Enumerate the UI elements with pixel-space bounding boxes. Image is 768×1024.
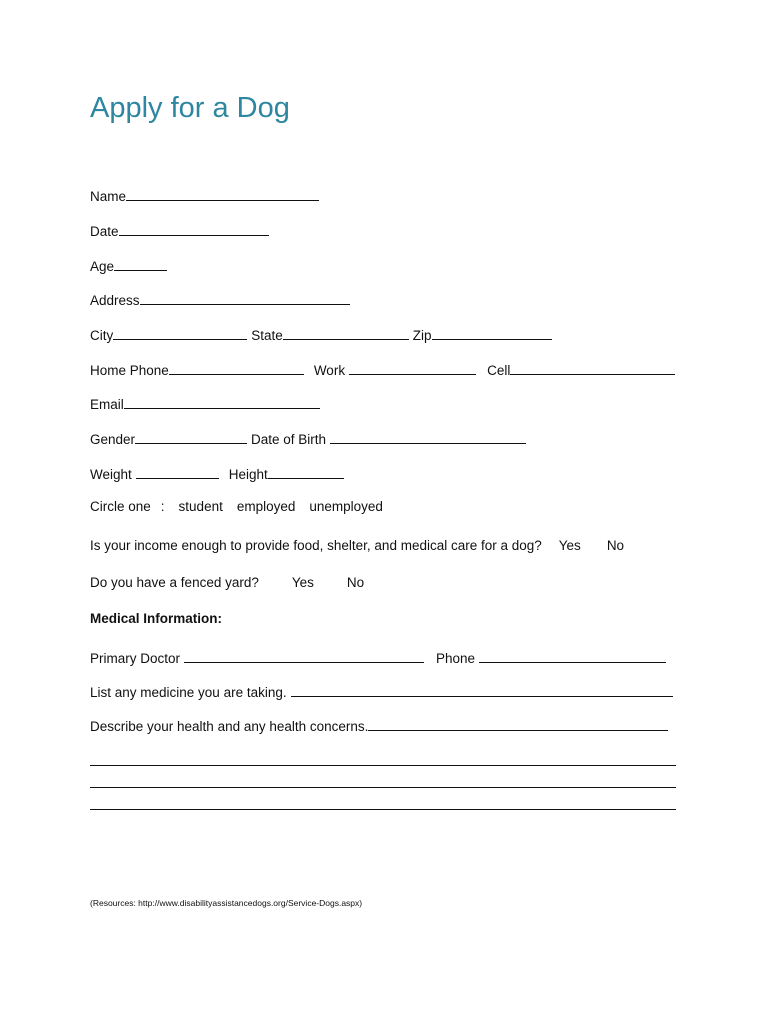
cell-label: Cell	[487, 363, 511, 378]
work-label: Work	[313, 363, 346, 378]
date-field[interactable]	[119, 221, 269, 236]
option-student[interactable]: student	[178, 499, 223, 514]
doctor-row	[90, 648, 666, 668]
medicine-row	[90, 682, 673, 702]
gender-dob-row	[90, 429, 526, 449]
fence-yes-option[interactable]: Yes	[291, 575, 314, 590]
option-employed[interactable]: employed	[236, 499, 296, 514]
name-field[interactable]	[126, 186, 319, 201]
income-no-option[interactable]: No	[606, 538, 625, 553]
address-row	[90, 290, 350, 310]
dob-field[interactable]	[330, 429, 526, 444]
income-question-text: Is your income enough to provide food, shelter, and medical care for a dog?	[90, 538, 542, 553]
dob-label: Date of Birth	[251, 432, 327, 447]
health-field[interactable]	[368, 716, 668, 731]
health-extra-line-3[interactable]	[90, 809, 676, 810]
doctor-phone-field[interactable]	[479, 648, 666, 663]
circle-one-colon: :	[160, 499, 165, 514]
medical-heading: Medical Information:	[90, 611, 223, 626]
zip-label: Zip	[412, 328, 432, 343]
home-phone-label: Home Phone	[90, 363, 169, 378]
work-field[interactable]	[349, 360, 476, 375]
city-field[interactable]	[113, 325, 247, 340]
address-label: Address	[90, 293, 140, 308]
date-label: Date	[90, 224, 119, 239]
state-field[interactable]	[283, 325, 409, 340]
fence-no-option[interactable]: No	[346, 575, 365, 590]
fence-question-text: Do you have a fenced yard?	[90, 575, 259, 590]
age-label: Age	[90, 259, 115, 274]
primary-doctor-field[interactable]	[184, 648, 424, 663]
income-yes-option[interactable]: Yes	[558, 538, 581, 553]
name-row	[90, 186, 319, 206]
health-row	[90, 716, 668, 736]
home-phone-field[interactable]	[169, 360, 304, 375]
weight-label: Weight	[90, 467, 132, 482]
resources-footer: (Resources: http://www.disabilityassistancedogs.org/Service-Dogs.aspx)	[90, 898, 363, 908]
date-row	[90, 221, 269, 241]
gender-label: Gender	[90, 432, 136, 447]
city-label: City	[90, 328, 114, 343]
weight-field[interactable]	[136, 464, 219, 479]
zip-field[interactable]	[432, 325, 552, 340]
name-label: Name	[90, 189, 127, 204]
phone-row	[90, 360, 675, 380]
height-label: Height	[228, 467, 268, 482]
primary-doctor-label: Primary Doctor	[90, 651, 181, 666]
email-row	[90, 394, 320, 414]
age-row	[90, 256, 167, 276]
cell-field[interactable]	[510, 360, 675, 375]
address-field[interactable]	[140, 290, 350, 305]
income-question-row	[90, 537, 624, 555]
medicine-label: List any medicine you are taking.	[90, 685, 287, 700]
circle-one-row	[90, 498, 383, 516]
health-label: Describe your health and any health concerns.	[90, 719, 369, 734]
health-extra-line-1[interactable]	[90, 765, 676, 766]
gender-field[interactable]	[135, 429, 247, 444]
weight-height-row	[90, 464, 344, 484]
city-state-zip-row	[90, 325, 552, 345]
state-label: State	[251, 328, 283, 343]
email-field[interactable]	[124, 394, 320, 409]
height-field[interactable]	[268, 464, 344, 479]
doctor-phone-label: Phone	[436, 651, 476, 666]
option-unemployed[interactable]: unemployed	[309, 499, 383, 514]
circle-one-label: Circle one	[90, 499, 151, 514]
age-field[interactable]	[114, 256, 167, 271]
fence-question-row	[90, 574, 364, 592]
page-title: Apply for a Dog	[90, 92, 290, 124]
health-extra-line-2[interactable]	[90, 787, 676, 788]
medicine-field[interactable]	[291, 682, 673, 697]
email-label: Email	[90, 397, 124, 412]
